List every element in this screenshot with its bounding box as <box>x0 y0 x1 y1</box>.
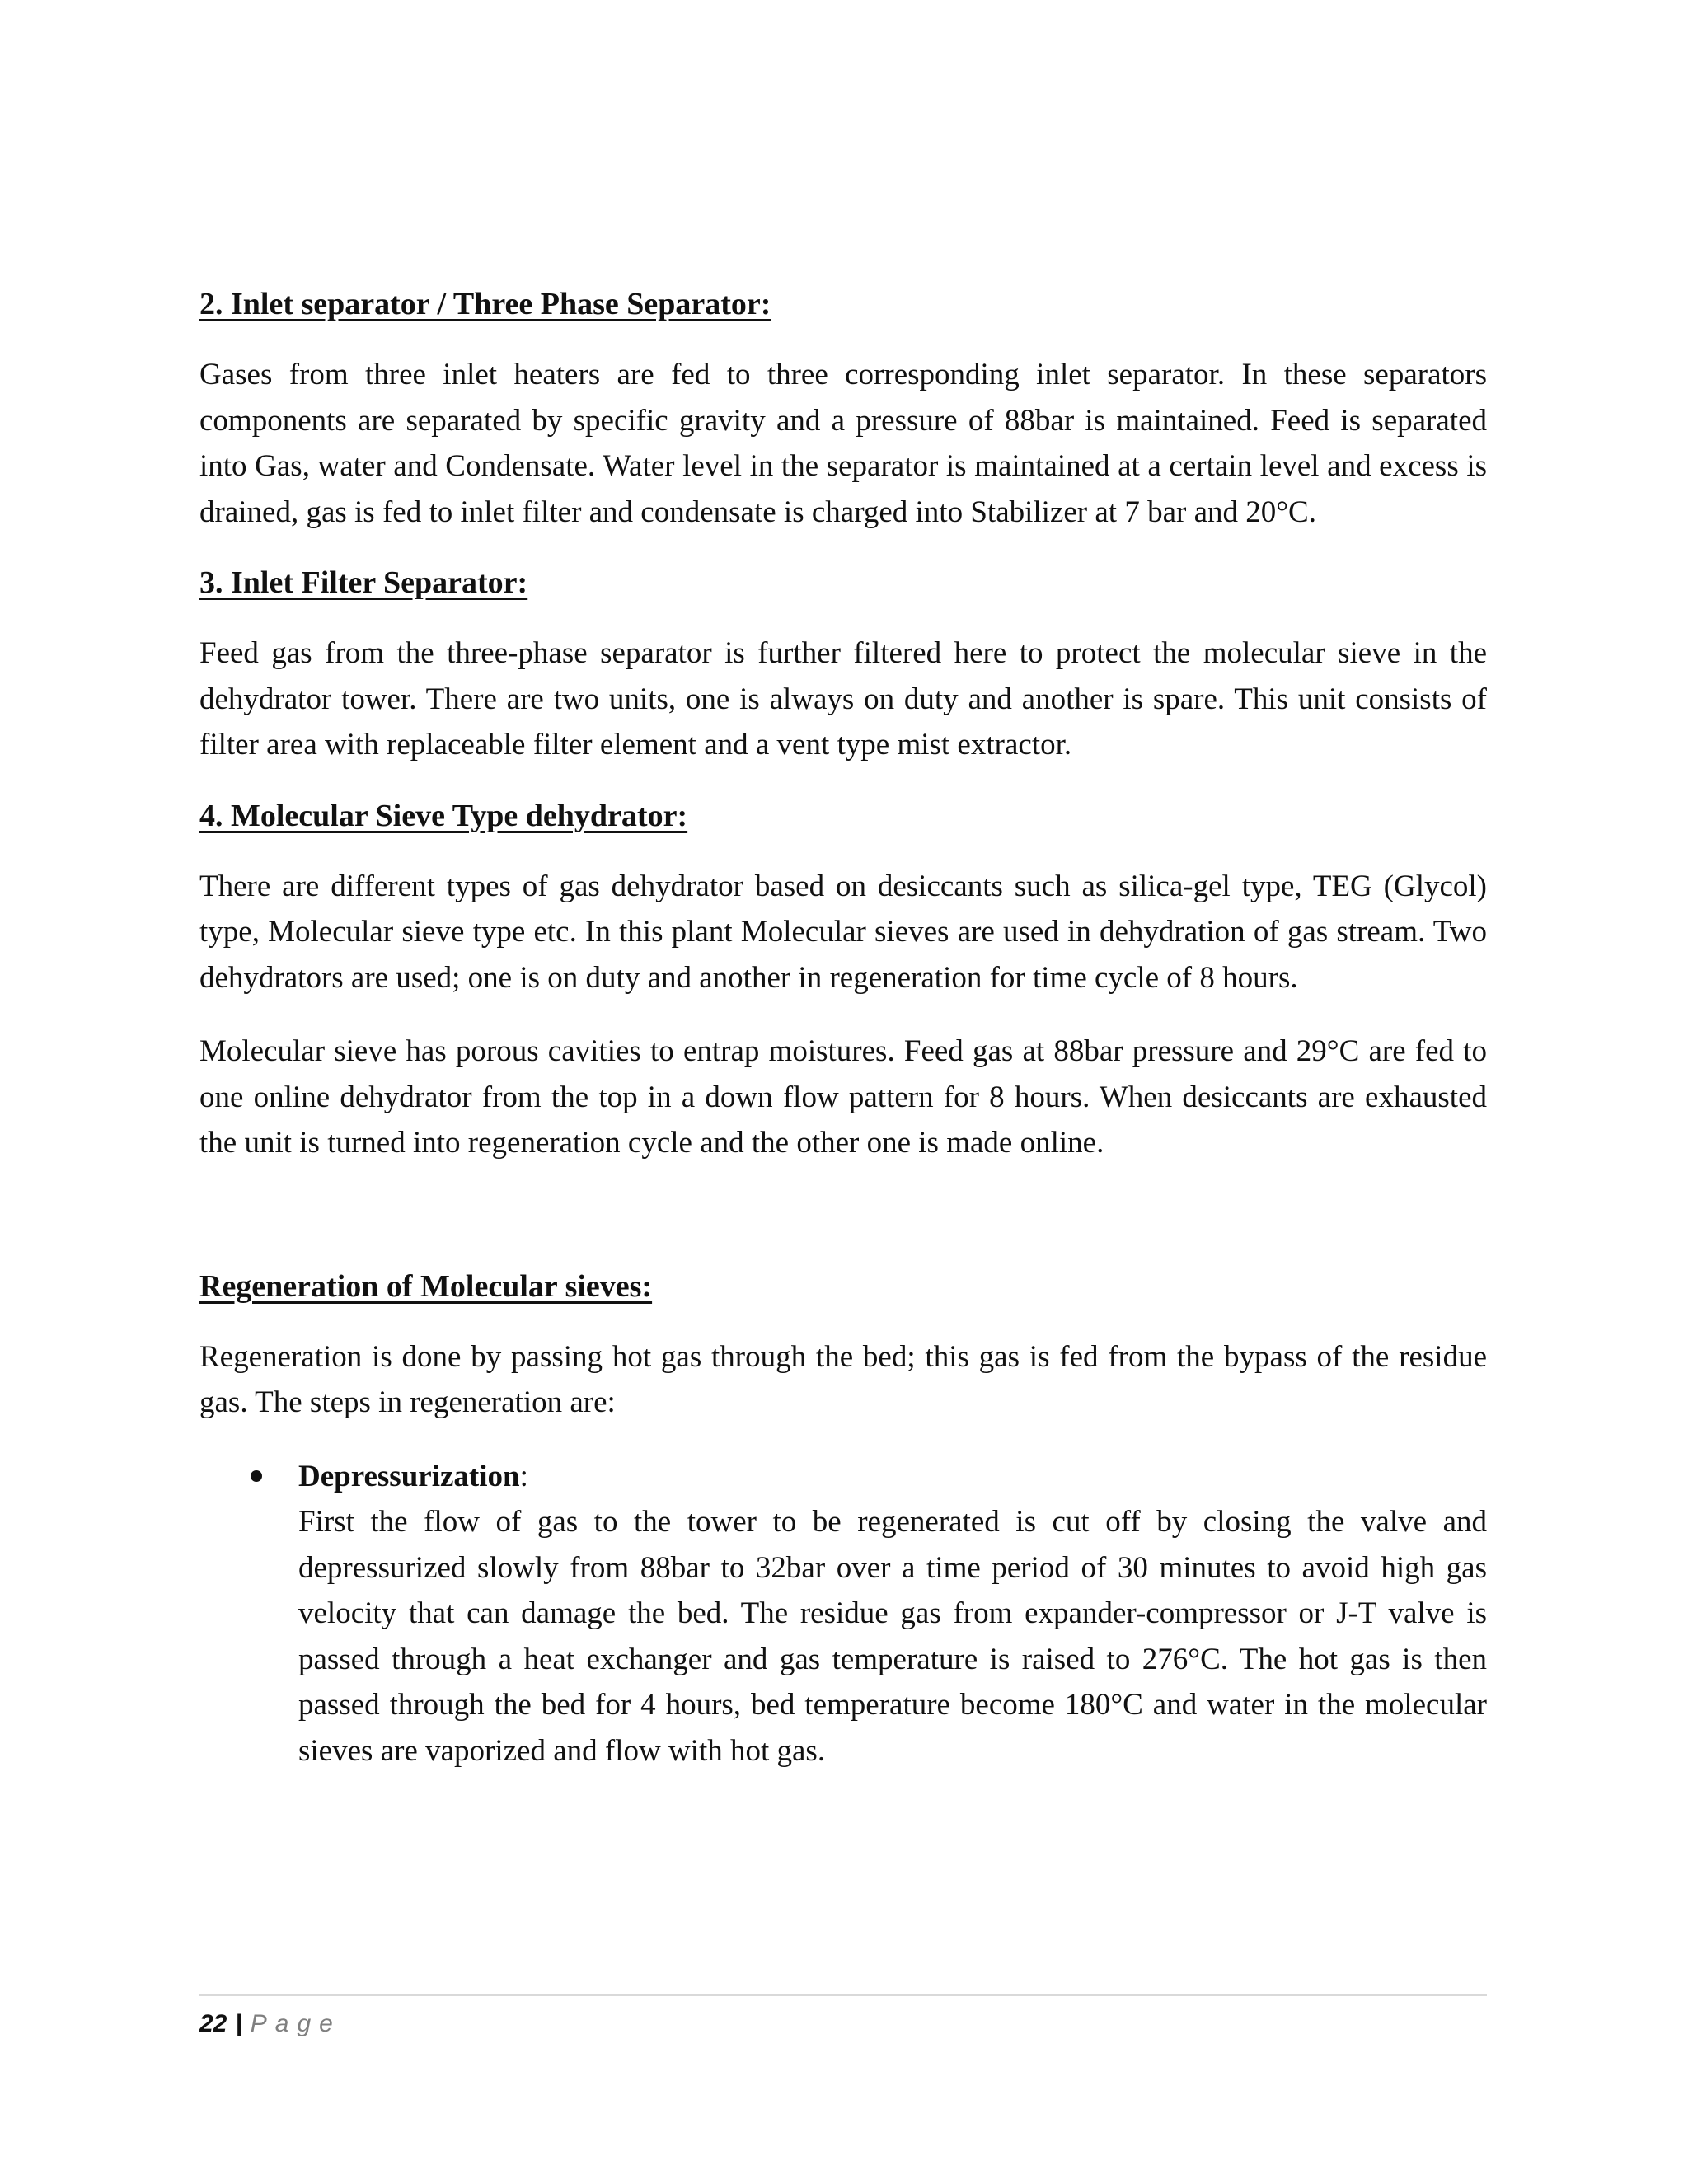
page-word: Page <box>250 2010 341 2037</box>
bullet-text-depressurization: First the flow of gas to the tower to be regenerated is cut off by closing the valve and depressurized slowly from 88bar to 32bar over a time period of 30 minutes to avoid high gas velocity that can damage the bed. The residue gas from expander-compressor or J-T valve is passed through a heat exchanger and gas temperature is raised to 276°C. The hot gas is then passed through the bed for 4 hours, bed temperature become 180°C and water in the molecular sieves are vaporized and flow with hot gas. <box>298 1505 1487 1768</box>
page-footer <box>199 1994 1487 2039</box>
section-heading-molecular-sieve-dehydrator: 4. Molecular Sieve Type dehydrator: <box>199 798 688 833</box>
bullet-title-depressurization: Depressurization <box>298 1459 520 1493</box>
footer-page-label <box>199 2009 1487 2039</box>
paragraph-inlet-separator: Gases from three inlet heaters are fed to three corresponding inlet separator. In these separators components are separated by specific gravity and a pressure of 88bar is maintained. Feed is separated into Gas, water and Condensate. Water level in the separator is maintained at a certain level and excess is drained, gas is fed to inlet filter and condensate is charged into Stabilizer at 7 bar and 20°C. <box>199 358 1487 529</box>
list-item-depressurization <box>199 1454 1487 1774</box>
paragraph-regeneration-intro: Regeneration is done by passing hot gas through the bed; this gas is fed from the bypass of the residue gas. The steps in regeneration are: <box>199 1339 1487 1419</box>
paragraph-inlet-filter-separator: Feed gas from the three-phase separator is further filtered here to protect the molecular sieve in the dehydrator tower. There are two units, one is always on duty and another is spare. This unit consists of filter area with replaceable filter element and a vent type mist extractor. <box>199 636 1487 762</box>
paragraph-molecular-sieve-operation: Molecular sieve has porous cavities to entrap moistures. Feed gas at 88bar pressure and 29°C are fed to one online dehydrator from the top in a down flow pattern for 8 hours. When desiccants are exhausted the unit is turned into regeneration cycle and the other one is made online. <box>199 1034 1487 1160</box>
section-heading-inlet-separator: 2. Inlet separator / Three Phase Separator: <box>199 287 771 321</box>
page-content <box>199 284 1487 1774</box>
section-spacer <box>199 1194 1487 1267</box>
regeneration-steps-list <box>199 1454 1487 1774</box>
section-heading-inlet-filter-separator: 3. Inlet Filter Separator: <box>199 565 528 600</box>
section-heading-regeneration: Regeneration of Molecular sieves: <box>199 1268 653 1304</box>
page-number: 22 <box>199 2010 227 2037</box>
bullet-icon <box>251 1470 262 1482</box>
bullet-title-colon: : <box>519 1459 528 1493</box>
footer-separator: | <box>235 2010 242 2037</box>
paragraph-dehydrator-types: There are different types of gas dehydrator based on desiccants such as silica-gel type, TEG (Glycol) type, Molecular sieve type etc. In this plant Molecular sieves are used in dehydration of gas stream. Two dehydrators are used; one is on duty and another in regeneration for time cycle of 8 hours. <box>199 869 1487 995</box>
footer-divider <box>199 1994 1487 1996</box>
